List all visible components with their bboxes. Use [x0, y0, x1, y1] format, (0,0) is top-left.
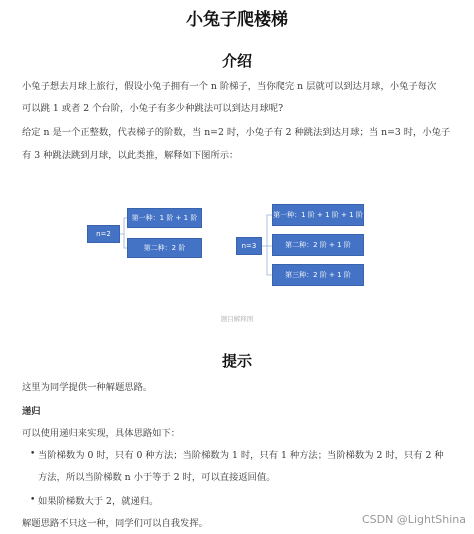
- n3-option-3: 第三种：2 阶 + 1 阶: [272, 264, 364, 286]
- intro-line-2: 可以跳 1 或者 2 个台阶，小兔子有多少种跳法可以到达月球呢?: [22, 103, 284, 114]
- hint-bullet-1-line-1: 当阶梯数为 0 时，只有 0 种方法；当阶梯数为 1 时，只有 1 种方法；当阶梯数为 2 时，只有 2 种: [38, 450, 444, 461]
- n3-option-1: 第一种：1 阶 + 1 阶 + 1 阶: [272, 204, 364, 226]
- bullet-dot-1: •: [30, 449, 36, 459]
- intro-heading: 介绍: [221, 52, 252, 70]
- intro-line-1: 小兔子想去月球上旅行，假设小兔子拥有一个 n 阶梯子，当你爬完 n 层就可以到达月球，小兔子每次: [22, 81, 437, 92]
- hint-line-2: 可以使用递归来实现，具体思路如下：: [22, 428, 181, 439]
- n3-node: n=3: [236, 237, 262, 255]
- n2-option-2: 第二种：2 阶: [127, 238, 202, 258]
- intro-line-4: 有 3 种跳法跳到月球，以此类推，解释如下图所示：: [22, 150, 239, 161]
- hint-heading: 提示: [221, 352, 252, 370]
- hint-line-3: 解题思路不只这一种，同学们可以自我发挥。: [22, 518, 208, 529]
- bullet-dot-2: •: [30, 495, 36, 505]
- intro-line-3: 给定 n 是一个正整数，代表梯子的阶数，当 n=2 时，小兔子有 2 种跳法到达月球；当 n=3 时，小兔子: [22, 127, 451, 138]
- n3-option-2: 第二种：2 阶 + 1 阶: [272, 234, 364, 256]
- diagram-caption: 题目解释图: [220, 315, 254, 323]
- n2-option-1: 第一种：1 阶 + 1 阶: [127, 208, 202, 228]
- hint-subheading: 递归: [22, 406, 41, 417]
- hint-line-1: 这里为同学提供一种解题思路。: [22, 382, 153, 393]
- hint-bullet-1-line-2: 方法，所以当阶梯数 n 小于等于 2 时，可以直接返回值。: [38, 472, 276, 483]
- csdn-watermark: CSDN @LightShina: [361, 513, 466, 526]
- n2-node: n=2: [87, 225, 120, 243]
- hint-bullet-2: 如果阶梯数大于 2，就递归。: [38, 496, 159, 507]
- page-title: 小兔子爬楼梯: [186, 10, 288, 30]
